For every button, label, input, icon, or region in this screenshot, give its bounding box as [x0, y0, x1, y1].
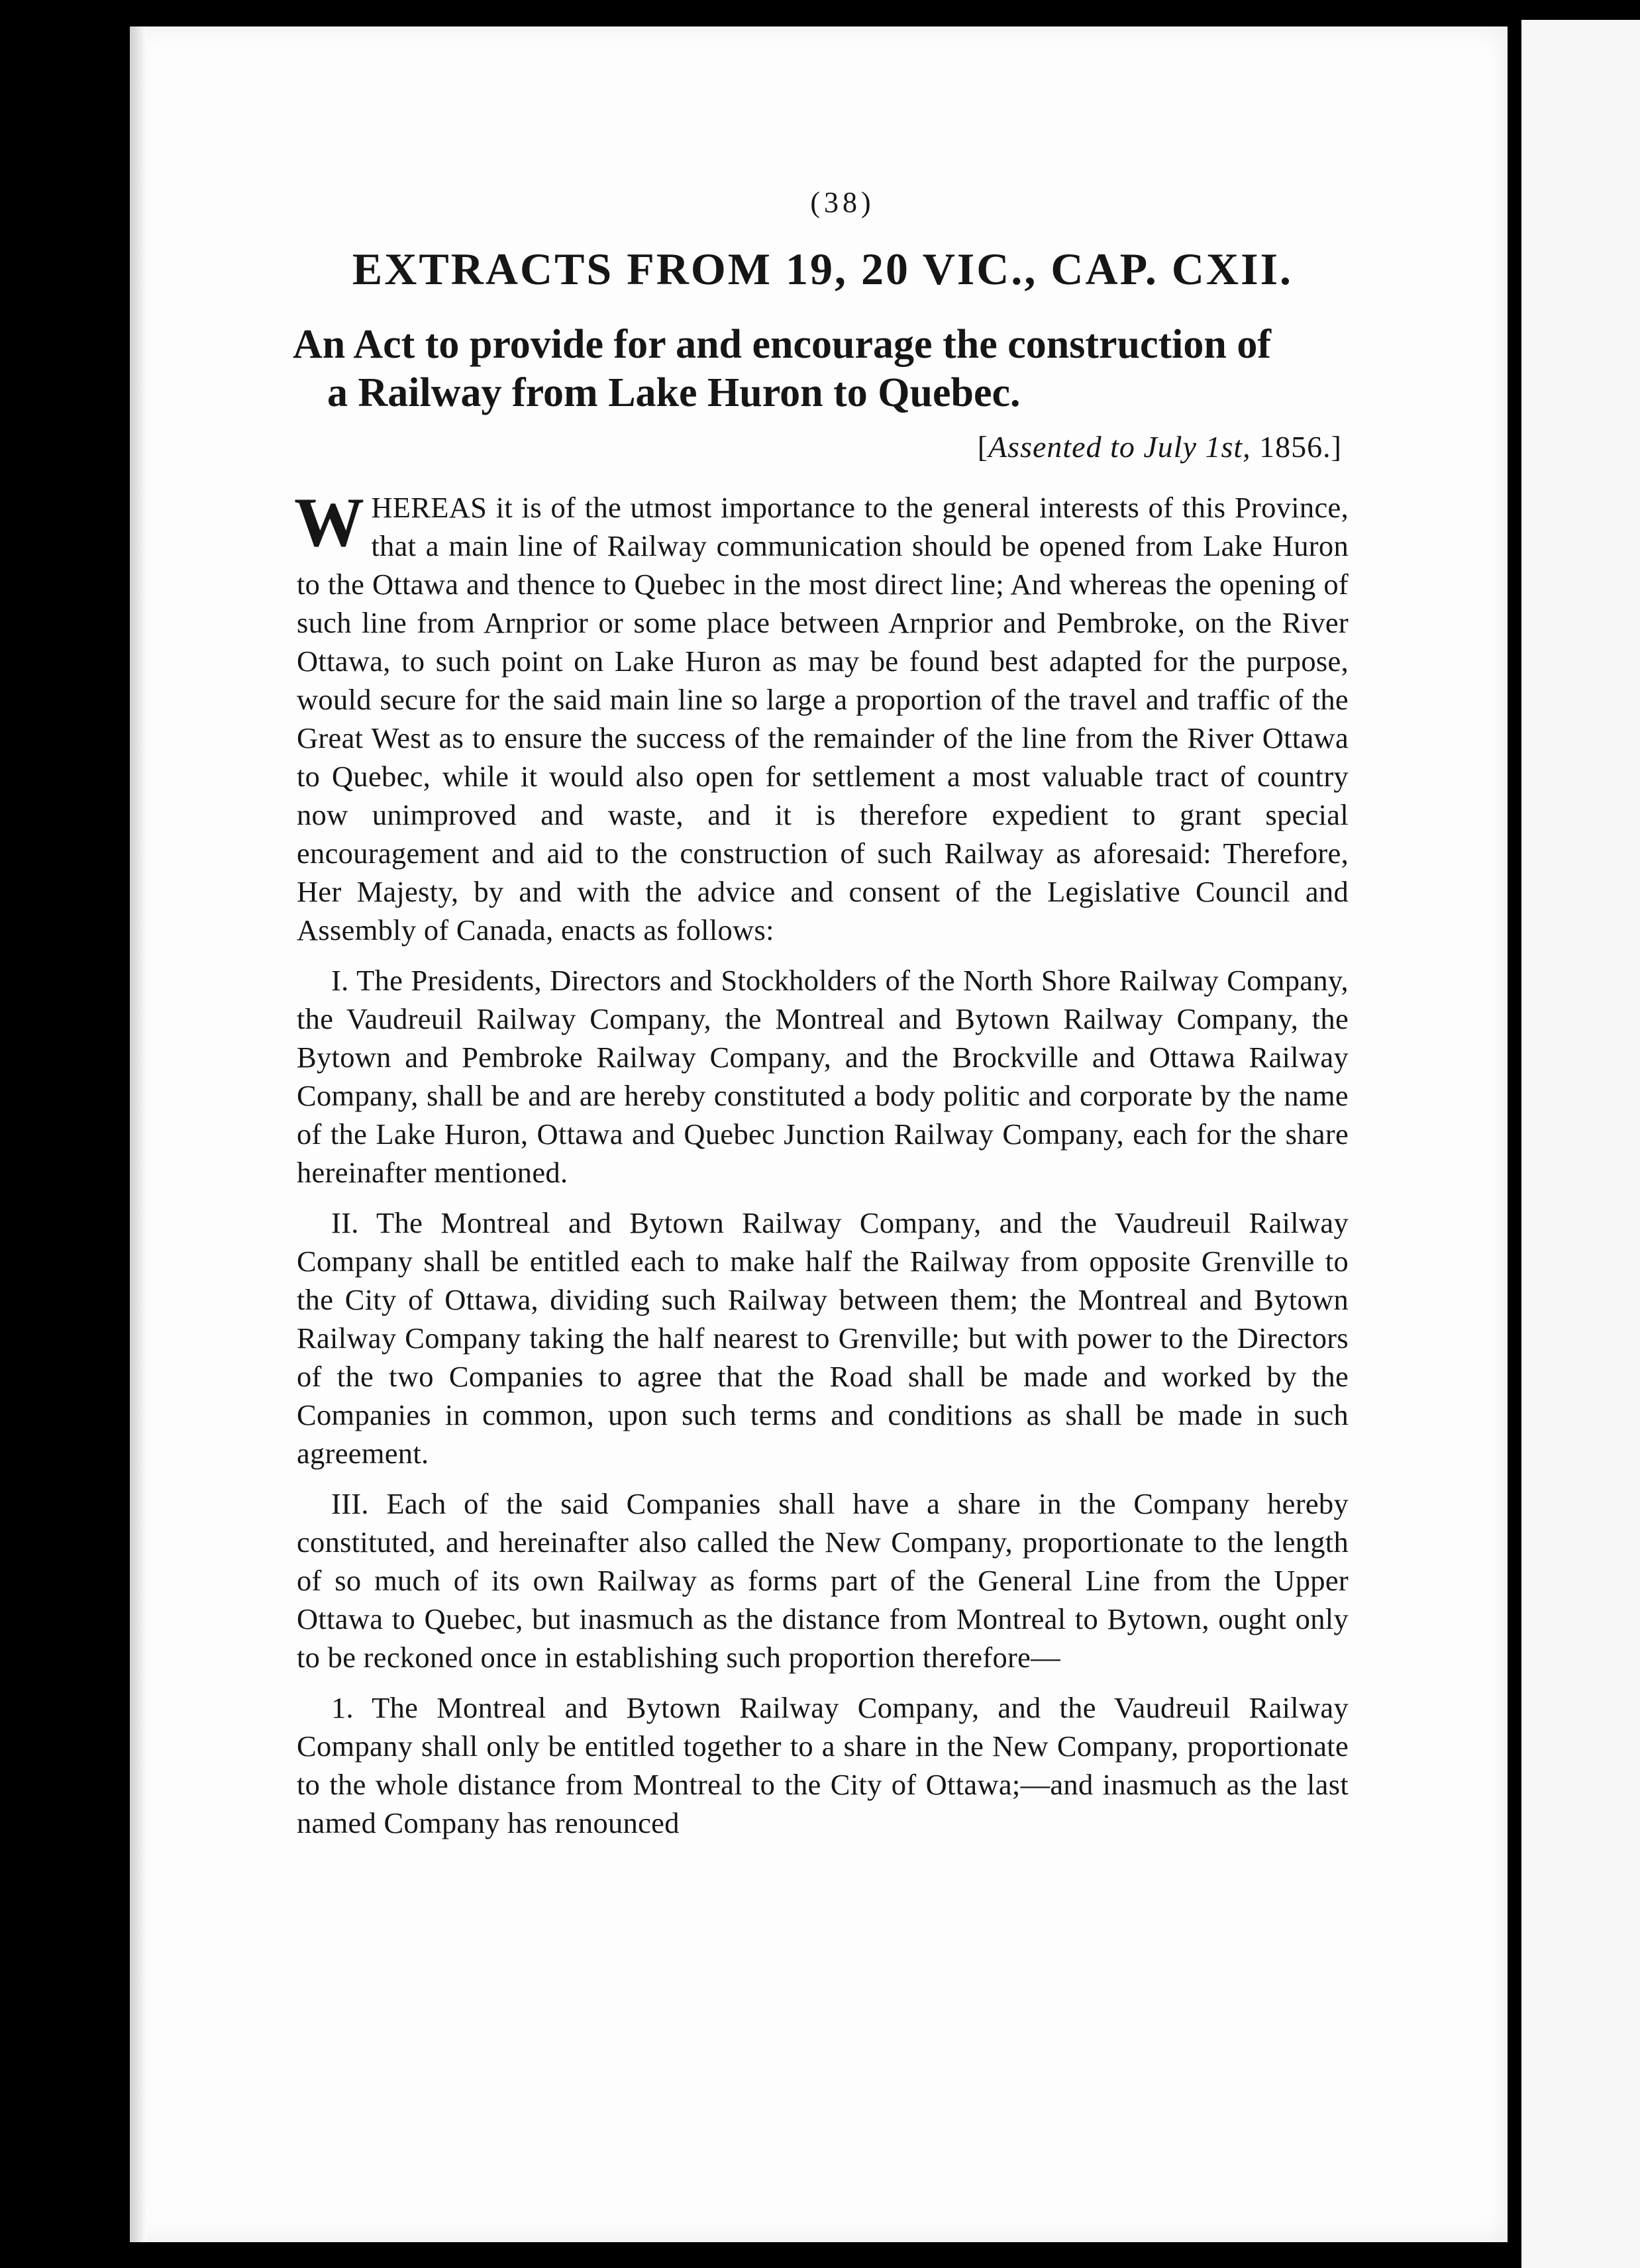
act-title-line-2: a Railway from Lake Huron to Quebec.	[327, 370, 1021, 416]
section-1-paragraph: I. The Presidents, Directors and Stockholders of the North Shore Railway Company, the Vaudreuil Railway Company, the Montreal and Bytown Railway Company, the Bytown and Pembroke Railway Company, and the Brockville and Ottawa Railway Company, shall be and are hereby constituted a body politic and corporate by the name of the Lake Huron, Ottawa and Quebec Junction Railway Company, each for the share hereinafter mentioned.	[297, 964, 1349, 1190]
page-gutter	[1513, 20, 1521, 2268]
section-3-paragraph: III. Each of the said Companies shall have a share in the Company hereby constituted, and hereinafter also called the New Company, proportionate to the length of so much of its own Railway as forms part of the General Line from the Upper Ottawa to Quebec, but inasmuch as the distance from Montreal to Bytown, ought only to be reckoned once in establishing such proportion therefore—	[297, 1487, 1349, 1675]
page-heading: EXTRACTS FROM 19, 20 VIC., CAP. CXII.	[352, 244, 1294, 294]
adjacent-page-edge	[1513, 20, 1640, 2268]
page-binding-shadow	[130, 26, 147, 2242]
assent-date	[297, 429, 1342, 464]
subsection-1-paragraph	[297, 1688, 1349, 1842]
assent-label: Assented to July 1st,	[988, 430, 1251, 464]
preamble-text: HEREAS it is of the utmost importance to the general interests of this Province, that a main line of Railway communication should be opened from Lake Huron to the Ottawa and thence to Quebec in the most direct line; And whereas the opening of such line from Arnprior or some place between Arnprior and Pembroke, on the River Ottawa, to such point on Lake Huron as may be found best adapted for the purpose, would secure for the said main line so large a proportion of the travel and traffic of the Great West as to ensure the success of the remainder of the line from the River Ottawa to Quebec, while it would also open for settlement a most valuable tract of country now unimproved and waste, and it is therefore expedient to grant special encouragement and aid to the construction of such Railway as aforesaid: Therefore, Her Majesty, by and with the advice and consent of the Legislative Council and Assembly of Canada, enacts as follows:	[297, 491, 1349, 947]
page-content	[293, 185, 1349, 1854]
section-2-paragraph: II. The Montreal and Bytown Railway Company, and the Vaudreuil Railway Company shall be entitled each to make half the Railway from opposite Grenville to the City of Ottawa, dividing such Railway between them; the Montreal and Bytown Railway Company taking the half nearest to Grenville; but with power to the Directors of the two Companies to agree that the Road shall be made and worked by the Companies in common, upon such terms and conditions as shall be made in such agreement.	[297, 1206, 1349, 1470]
act-title-line-1: An Act to provide for and encourage the construction of	[293, 322, 1272, 367]
preamble-paragraph	[294, 484, 1349, 949]
assent-bracket-open: [	[977, 430, 989, 464]
page-number: (38)	[810, 186, 875, 219]
subsection-1-text: 1. The Montreal and Bytown Railway Company, and the Vaudreuil Railway Company shall only be entitled together to a share in the New Company, proportionate to the whole distance from Montreal to the City of Ottawa;—and inasmuch as the last named Company has renounced	[297, 1691, 1349, 1840]
act-title	[293, 321, 1349, 417]
assent-year: 1856.]	[1251, 430, 1342, 464]
drop-cap-letter: W	[294, 484, 365, 562]
